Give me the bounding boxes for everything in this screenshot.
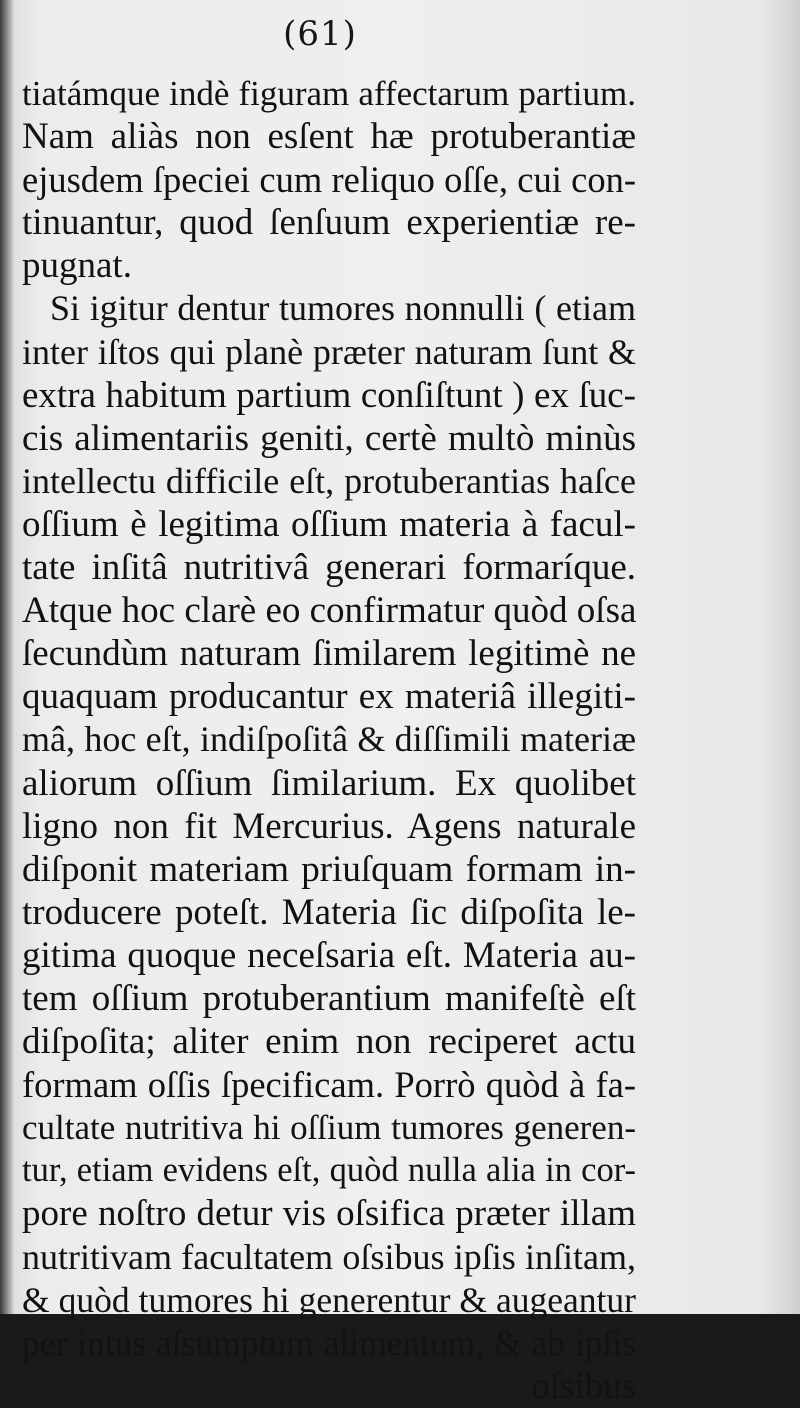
text-line: mâ, hoc eſt, indiſpoſitâ & diſſimili materiæ — [22, 719, 636, 760]
text-line: quaquam producantur ex materiâ illegiti- — [22, 676, 636, 718]
text-line: pugnat. — [22, 245, 132, 287]
text-line: inter iſtos qui planè præter naturam ſunt & — [22, 331, 636, 372]
text-line: extra habitum partium conſiſtunt ) ex ſuc- — [22, 374, 636, 416]
page-body-text — [22, 72, 636, 1408]
text-line: Atque hoc clarè eo confirmatur quòd oſsa — [22, 590, 637, 632]
text-line: ſecundùm naturam ſimilarem legitimè ne — [22, 633, 636, 675]
text-line: per intus aſsumptum alimentum, & ab ipſis — [22, 1322, 636, 1363]
text-line: & quòd tumores hi generentur & augeantur — [22, 1279, 636, 1320]
text-line: tiatámque indè figuram affectarum partium. — [22, 74, 636, 113]
text-line: pore noſtro detur vis oſsifica præter illam — [22, 1193, 636, 1235]
text-line: gitima quoque neceſsaria eſt. Materia au- — [22, 934, 636, 976]
text-line: diſpoſita; aliter enim non reciperet actu — [22, 1021, 636, 1063]
page-gutter-shadow — [0, 0, 14, 1314]
text-line: tur, etiam evidens eſt, quòd nulla alia in cor- — [22, 1151, 636, 1190]
text-line: ligno non fit Mercurius. Agens naturale — [22, 805, 636, 847]
text-line: oſſium è legitima oſſium materia à facul- — [22, 503, 636, 545]
text-line: formam oſſis ſpecificam. Porrò quòd à fa- — [22, 1064, 636, 1106]
catchword: oſsibus — [531, 1365, 636, 1407]
text-line: tinuantur, quod ſenſuum experientiæ re- — [22, 202, 636, 244]
text-line: cis alimentariis geniti, certè multò minùs — [22, 417, 636, 459]
text-line: Nam aliàs non esſent hæ protuberantiæ — [22, 116, 636, 158]
text-line: aliorum oſſium ſimilarium. Ex quolibet — [22, 762, 636, 804]
text-line: troducere poteſt. Materia ſic diſpoſita le- — [22, 891, 636, 933]
text-line: cultate nutritiva hi oſſium tumores generen- — [22, 1108, 636, 1148]
text-line: intellectu difficile eſt, protuberantias haſce — [22, 460, 636, 501]
text-line: nutritivam facultatem oſsibus ipſis inſitam, — [22, 1236, 636, 1277]
text-line: diſponit materiam priuſquam formam in- — [22, 848, 636, 890]
text-line: ejusdem ſpeciei cum reliquo oſſe, cui con- — [22, 159, 636, 201]
text-line: tem oſſium protuberantium manifeſtè eſt — [22, 977, 636, 1019]
text-line: tate inſitâ nutritivâ generari formaríque. — [22, 547, 636, 589]
page-number: (61) — [283, 14, 357, 54]
text-line: Si igitur dentur tumores nonnulli ( etiam — [50, 288, 636, 329]
